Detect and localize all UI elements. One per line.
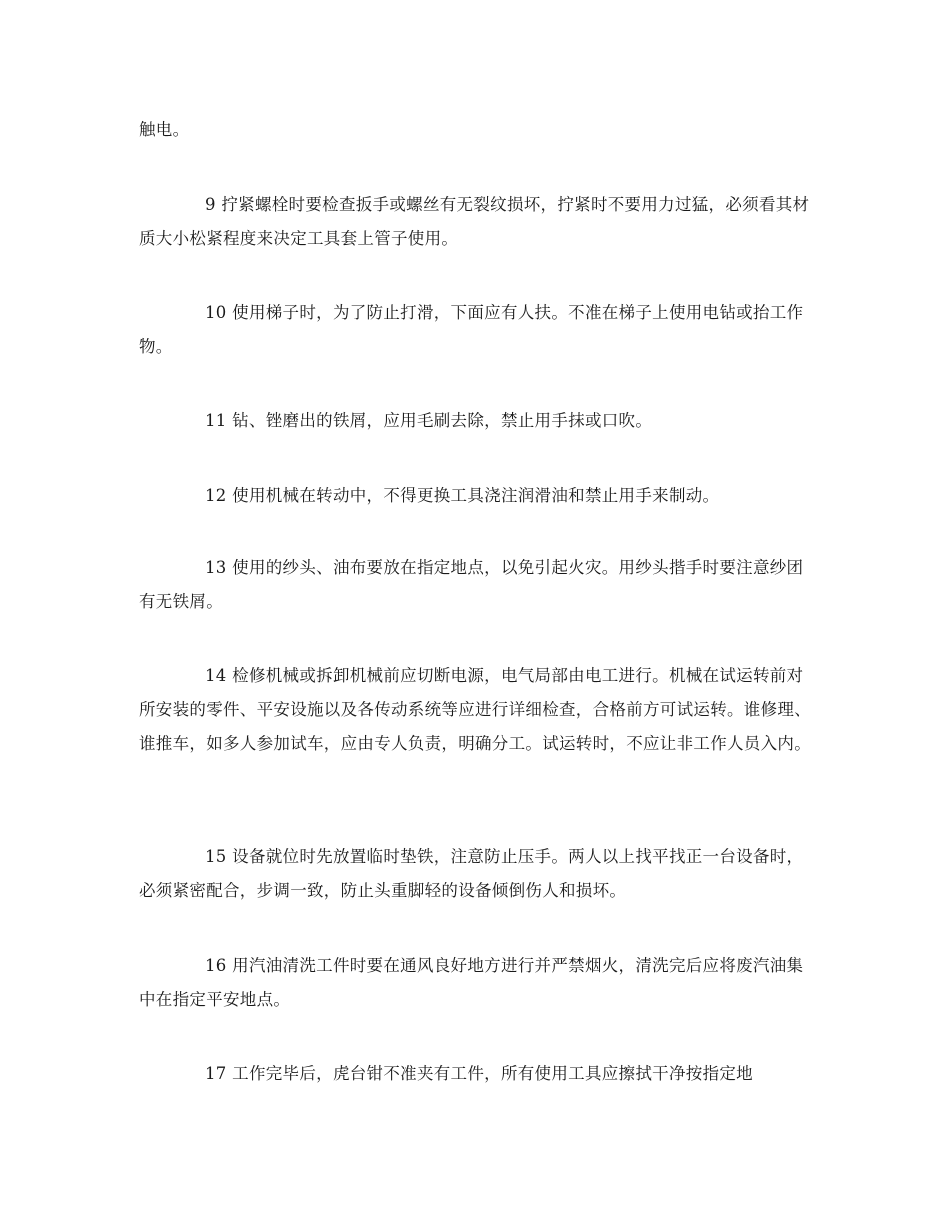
paragraph-continuation: 触电。 xyxy=(139,120,190,139)
paragraph-item-13: 13 使用的纱头、油布要放在指定地点，以免引起火灾。用纱头揩手时要注意纱团有无铁屑。 xyxy=(139,558,804,611)
paragraph-item-16: 16 用汽油清洗工件时要在通风良好地方进行并严禁烟火，清洗完后应将废汽油集中在指定平安地点。 xyxy=(139,956,804,1009)
paragraph-item-15: 15 设备就位时先放置临时垫铁，注意防止压手。两人以上找平找正一台设备时，必须紧密配合，步调一致，防止头重脚轻的设备倾倒伤人和损坏。 xyxy=(139,847,804,900)
paragraph-item-14: 14 检修机械或拆卸机械前应切断电源，电气局部由电工进行。机械在试运转前对所安装的零件、平安设施以及各传动系统等应进行详细检查，合格前方可试运转。谁修理、谁推车，如多人参加试车，应由专人负责，明确分工。试运转时，不应让非工作人员入内。 xyxy=(139,666,811,753)
paragraph-item-11: 11 钻、锉磨出的铁屑，应用毛刷去除，禁止用手抹或口吹。 xyxy=(205,411,653,430)
paragraph-item-10: 10 使用梯子时，为了防止打滑，下面应有人扶。不准在梯子上使用电钻或抬工作物。 xyxy=(139,303,804,356)
paragraph-item-9: 9 拧紧螺栓时要检查扳手或螺丝有无裂纹损坏，拧紧时不要用力过猛，必须看其材质大小松紧程度来决定工具套上管子使用。 xyxy=(139,195,810,248)
paragraph-item-17: 17 工作完毕后，虎台钳不准夹有工件，所有使用工具应擦拭干净按指定地 xyxy=(205,1064,753,1083)
paragraph-item-12: 12 使用机械在转动中，不得更换工具浇注润滑油和禁止用手来制动。 xyxy=(205,486,720,505)
